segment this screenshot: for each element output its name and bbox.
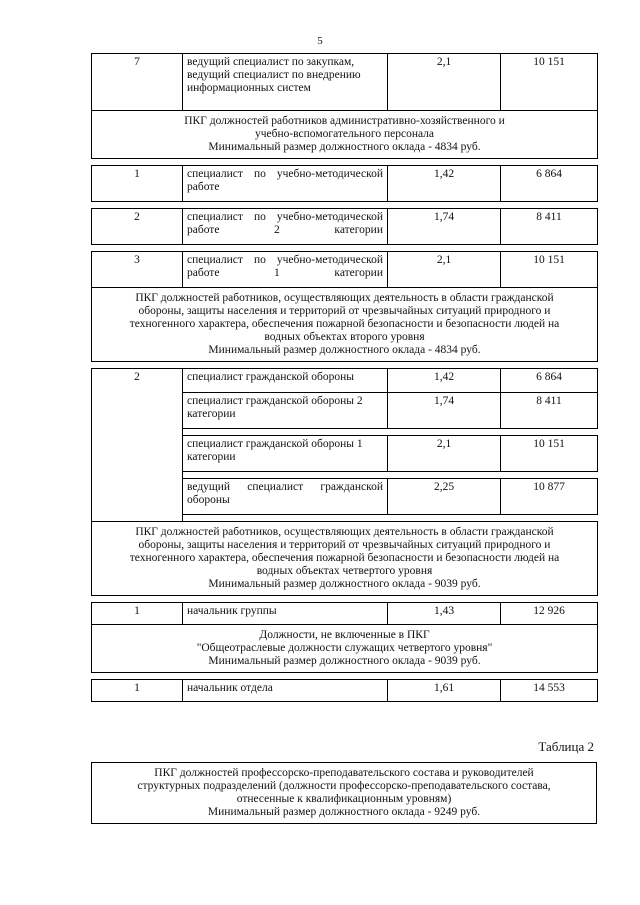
row-number: 1 — [92, 603, 183, 625]
header-line: обороны, защиты населения и территорий от чрезвычайных ситуаций природного и — [138, 305, 551, 317]
section-header-row — [92, 111, 598, 159]
section-header-row — [92, 763, 597, 824]
salary: 8 411 — [501, 393, 598, 429]
coefficient: 1,42 — [388, 166, 501, 202]
salary-table-1 — [91, 53, 598, 702]
salary: 10 151 — [501, 252, 598, 288]
salary: 8 411 — [501, 209, 598, 245]
salary: 14 553 — [501, 680, 598, 702]
position-name: начальник отдела — [183, 680, 388, 702]
header-line: отнесенные к квалификационным уровням) — [236, 793, 452, 805]
salary: 6 864 — [501, 369, 598, 393]
position-name: ведущий специалист гражданской обороны — [183, 479, 388, 515]
section-header-row — [92, 522, 598, 596]
section-header — [92, 763, 597, 824]
header-line: техногенного характера, обеспечения пожарной безопасности и безопасности людей на — [129, 318, 560, 330]
header-line: ПКГ должностей профессорско-преподавательского состава и руководителей — [154, 767, 534, 779]
section-header-row — [92, 625, 598, 673]
header-line: "Общеотраслевые должности служащих четвертого уровня" — [196, 642, 493, 654]
table-row — [92, 369, 598, 393]
row-number: 2 — [92, 209, 183, 245]
row-number: 2 — [92, 369, 183, 522]
header-line: учебно-вспомогательного персонала — [254, 128, 435, 140]
row-number: 1 — [92, 680, 183, 702]
header-line: Минимальный размер должностного оклада - 4834 руб. — [208, 344, 481, 356]
header-line: техногенного характера, обеспечения пожарной безопасности и безопасности людей на — [129, 552, 560, 564]
table-row — [92, 54, 598, 111]
header-line: Минимальный размер должностного оклада - 9039 руб. — [208, 578, 481, 590]
table-row — [92, 603, 598, 625]
section-header — [92, 625, 598, 673]
header-line: Минимальный размер должностного оклада - 9249 руб. — [207, 806, 481, 818]
coefficient: 1,43 — [388, 603, 501, 625]
table-row — [92, 166, 598, 202]
position-name: ведущий специалист по закупкам, ведущий специалист по внедрению информационных систем — [183, 54, 388, 111]
coefficient: 1,74 — [388, 393, 501, 429]
header-line: структурных подразделений (должности профессорско-преподавательского состава, — [137, 780, 551, 792]
table-caption: Таблица 2 — [538, 739, 594, 754]
coefficient: 2,1 — [388, 252, 501, 288]
page-number: 5 — [317, 35, 323, 47]
header-line: ПКГ должностей работников административно-хозяйственного и — [184, 115, 505, 127]
salary: 10 151 — [501, 436, 598, 472]
header-line: Минимальный размер должностного оклада - 4834 руб. — [208, 141, 481, 153]
row-number: 7 — [92, 54, 183, 111]
coefficient: 2,25 — [388, 479, 501, 515]
header-line: ПКГ должностей работников, осуществляющих деятельность в области гражданской — [135, 292, 554, 304]
salary: 12 926 — [501, 603, 598, 625]
row-number: 1 — [92, 166, 183, 202]
header-line: ПКГ должностей работников, осуществляющих деятельность в области гражданской — [135, 526, 554, 538]
section-header — [92, 111, 598, 159]
row-number: 3 — [92, 252, 183, 288]
position-name: специалист по учебно-методической работе — [183, 166, 388, 202]
coefficient: 1,74 — [388, 209, 501, 245]
salary: 6 864 — [501, 166, 598, 202]
table-row — [92, 252, 598, 288]
coefficient: 2,1 — [388, 436, 501, 472]
coefficient: 2,1 — [388, 54, 501, 111]
coefficient: 1,61 — [388, 680, 501, 702]
header-line: Минимальный размер должностного оклада - 9039 руб. — [208, 655, 481, 667]
position-name: специалист по учебно-методической работе 2 категории — [183, 209, 388, 245]
position-name: специалист по учебно-методической работе 1 категории — [183, 252, 388, 288]
table-row — [92, 680, 598, 702]
header-line: водных объектах четвертого уровня — [256, 565, 433, 577]
position-name: специалист гражданской обороны 1 категории — [183, 436, 388, 472]
position-name: специалист гражданской обороны 2 категории — [183, 393, 388, 429]
coefficient: 1,42 — [388, 369, 501, 393]
salary-table-2 — [91, 762, 597, 824]
section-header — [92, 522, 598, 596]
salary: 10 877 — [501, 479, 598, 515]
salary: 10 151 — [501, 54, 598, 111]
position-name: специалист гражданской обороны — [183, 369, 388, 393]
position-name: начальник группы — [183, 603, 388, 625]
section-header-row — [92, 288, 598, 362]
header-line: обороны, защиты населения и территорий от чрезвычайных ситуаций природного и — [138, 539, 551, 551]
table-row — [92, 209, 598, 245]
section-header — [92, 288, 598, 362]
header-line: Должности, не включенные в ПКГ — [259, 629, 430, 641]
header-line: водных объектах второго уровня — [264, 331, 425, 343]
